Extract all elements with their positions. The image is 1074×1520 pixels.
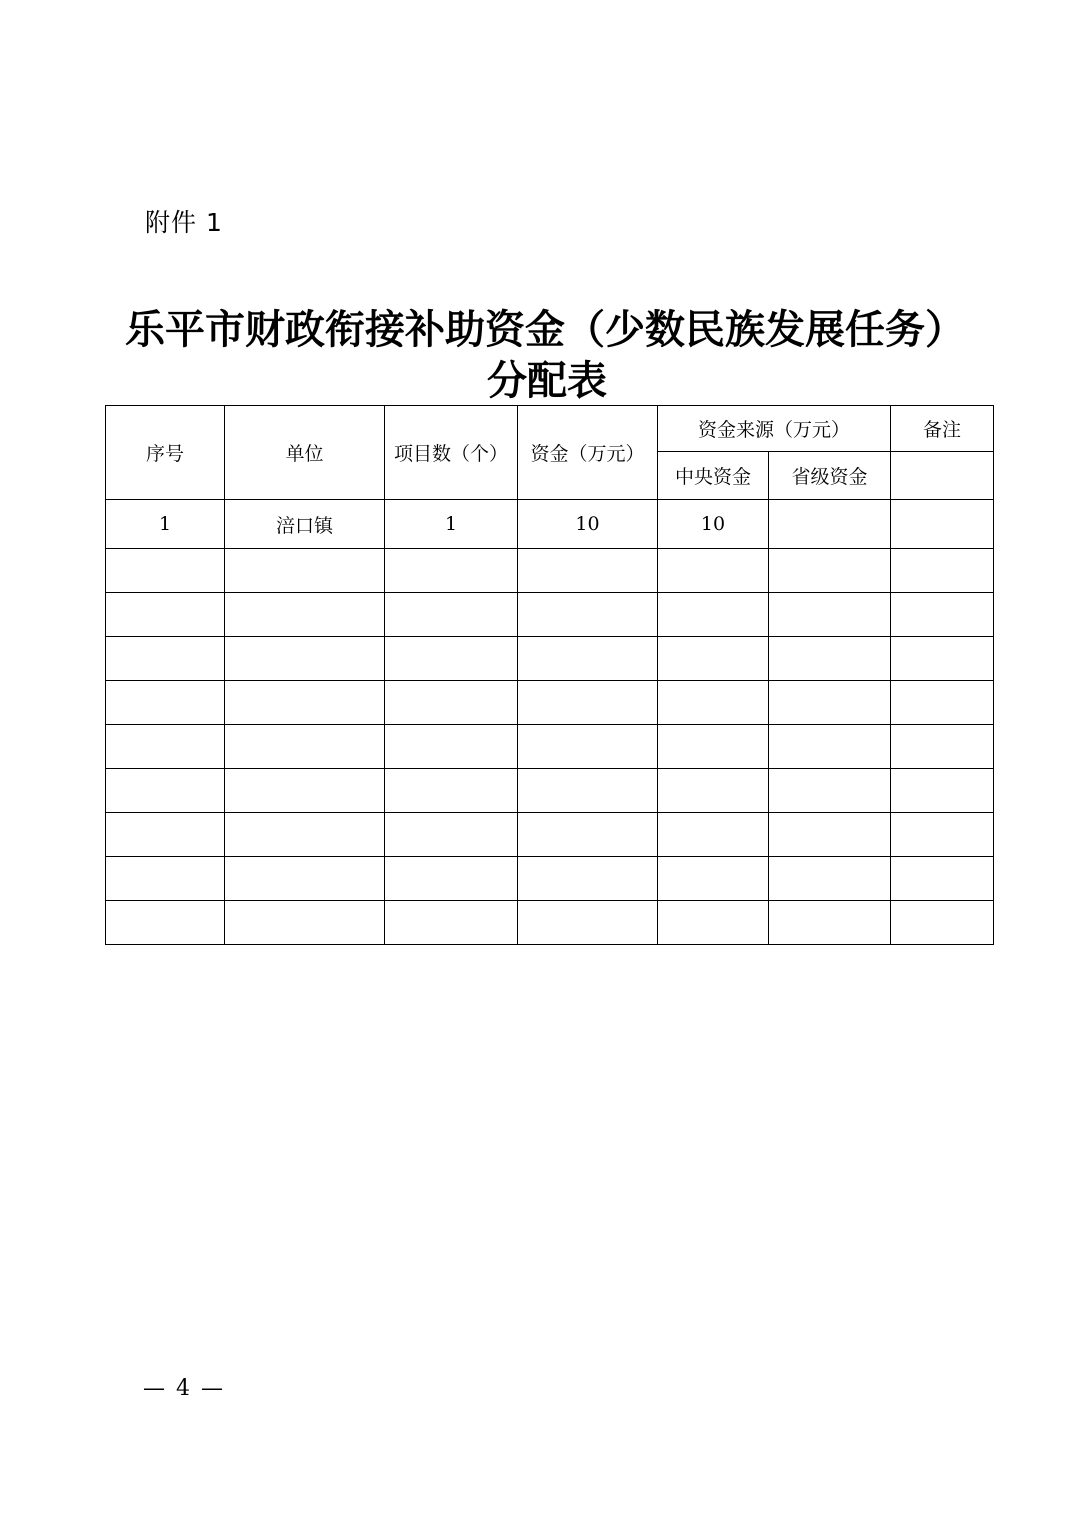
cell-central-funds	[658, 813, 769, 857]
allocation-table	[105, 405, 994, 945]
cell-provincial-funds	[769, 549, 891, 593]
header-funds: 资金（万元）	[518, 406, 658, 500]
cell-central-funds	[658, 769, 769, 813]
cell-unit	[225, 725, 385, 769]
header-project-count: 项目数（个）	[385, 406, 518, 500]
table-row	[106, 813, 994, 857]
cell-seq	[106, 593, 225, 637]
cell-seq	[106, 681, 225, 725]
cell-provincial-funds	[769, 500, 891, 549]
cell-provincial-funds	[769, 593, 891, 637]
cell-remarks	[891, 637, 994, 681]
cell-central-funds	[658, 725, 769, 769]
table-row	[106, 769, 994, 813]
cell-funds	[518, 857, 658, 901]
cell-funds: 10	[518, 500, 658, 549]
cell-unit: 涪口镇	[225, 500, 385, 549]
cell-central-funds: 10	[658, 500, 769, 549]
cell-project-count	[385, 813, 518, 857]
table-row	[106, 593, 994, 637]
cell-unit	[225, 901, 385, 945]
cell-seq	[106, 725, 225, 769]
table-row	[106, 857, 994, 901]
cell-project-count	[385, 769, 518, 813]
cell-central-funds	[658, 593, 769, 637]
cell-provincial-funds	[769, 813, 891, 857]
cell-seq	[106, 857, 225, 901]
cell-seq	[106, 769, 225, 813]
cell-central-funds	[658, 857, 769, 901]
cell-central-funds	[658, 901, 769, 945]
header-unit: 单位	[225, 406, 385, 500]
cell-unit	[225, 637, 385, 681]
cell-project-count	[385, 901, 518, 945]
table-row	[106, 637, 994, 681]
cell-provincial-funds	[769, 637, 891, 681]
cell-funds	[518, 769, 658, 813]
cell-funds	[518, 813, 658, 857]
cell-funds	[518, 637, 658, 681]
cell-funds	[518, 681, 658, 725]
cell-provincial-funds	[769, 901, 891, 945]
header-provincial-funds: 省级资金	[769, 452, 891, 500]
cell-funds	[518, 725, 658, 769]
cell-seq	[106, 637, 225, 681]
table-row	[106, 725, 994, 769]
cell-funds	[518, 549, 658, 593]
header-central-funds: 中央资金	[658, 452, 769, 500]
cell-unit	[225, 813, 385, 857]
cell-provincial-funds	[769, 681, 891, 725]
cell-seq	[106, 549, 225, 593]
cell-project-count	[385, 637, 518, 681]
cell-central-funds	[658, 681, 769, 725]
header-seq: 序号	[106, 406, 225, 500]
cell-remarks	[891, 901, 994, 945]
header-fund-source: 资金来源（万元）	[658, 406, 891, 452]
cell-remarks	[891, 681, 994, 725]
cell-provincial-funds	[769, 857, 891, 901]
cell-project-count	[385, 549, 518, 593]
header-remarks-sub	[891, 452, 994, 500]
cell-project-count	[385, 681, 518, 725]
attachment-label: 附件 1	[145, 208, 223, 237]
cell-unit	[225, 857, 385, 901]
table-row	[106, 500, 994, 549]
cell-seq	[106, 901, 225, 945]
cell-provincial-funds	[769, 725, 891, 769]
cell-project-count	[385, 725, 518, 769]
cell-remarks	[891, 549, 994, 593]
cell-project-count: 1	[385, 500, 518, 549]
cell-seq: 1	[106, 500, 225, 549]
document-title-line1: 乐平市财政衔接补助资金（少数民族发展任务）	[125, 306, 965, 353]
cell-remarks	[891, 593, 994, 637]
cell-remarks	[891, 813, 994, 857]
cell-remarks	[891, 500, 994, 549]
cell-central-funds	[658, 549, 769, 593]
cell-central-funds	[658, 637, 769, 681]
cell-project-count	[385, 593, 518, 637]
page-number: — 4 —	[143, 1376, 225, 1401]
header-remarks: 备注	[891, 406, 994, 452]
table-row	[106, 901, 994, 945]
cell-provincial-funds	[769, 769, 891, 813]
table-row	[106, 681, 994, 725]
cell-unit	[225, 681, 385, 725]
cell-unit	[225, 769, 385, 813]
cell-funds	[518, 901, 658, 945]
cell-remarks	[891, 769, 994, 813]
cell-unit	[225, 549, 385, 593]
cell-unit	[225, 593, 385, 637]
cell-remarks	[891, 857, 994, 901]
cell-seq	[106, 813, 225, 857]
cell-project-count	[385, 857, 518, 901]
document-title-line2: 分配表	[487, 357, 607, 404]
table-row	[106, 549, 994, 593]
cell-remarks	[891, 725, 994, 769]
cell-funds	[518, 593, 658, 637]
